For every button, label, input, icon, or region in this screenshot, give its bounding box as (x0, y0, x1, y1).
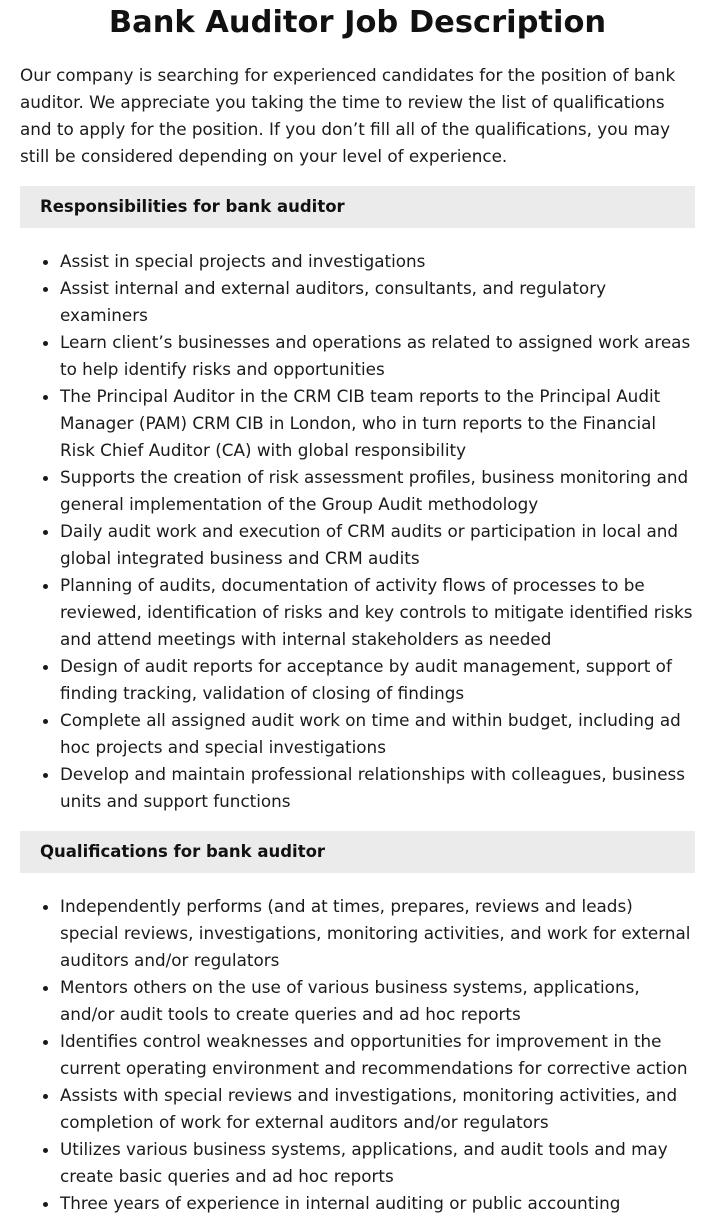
page-title: Bank Auditor Job Description (108, 5, 607, 40)
list-item: • Planning of audits, documentation of activity flows of processes to be reviewed, identification of risks and key controls to mitigate identified risks and attend meetings with internal stakeholders as needed (60, 572, 695, 653)
list-item: • Utilizes various business systems, applications, and audit tools and may create basic queries and ad hoc reports (60, 1136, 695, 1190)
qualifications-heading: Qualifications for bank auditor (20, 831, 695, 873)
list-item: • Three years of experience in internal auditing or public accounting (60, 1190, 695, 1217)
qualifications-list (20, 893, 695, 1217)
list-item: • The Principal Auditor in the CRM CIB team reports to the Principal Audit Manager (PAM) CRM CIB in London, who in turn reports to the Financial Risk Chief Auditor (CA) with global responsibility (60, 383, 695, 464)
list-item: • Learn client’s businesses and operations as related to assigned work areas to help identify risks and opportunities (60, 329, 695, 383)
list-item: • Assist in special projects and investigations (60, 248, 695, 275)
list-item: • Complete all assigned audit work on time and within budget, including ad hoc projects and special investigations (60, 707, 695, 761)
list-item: • Mentors others on the use of various business systems, applications, and/or audit tools to create queries and ad hoc reports (60, 974, 695, 1028)
responsibilities-heading: Responsibilities for bank auditor (20, 186, 695, 228)
list-item: • Daily audit work and execution of CRM audits or participation in local and global integrated business and CRM audits (60, 518, 695, 572)
list-item: • Assist internal and external auditors, consultants, and regulatory examiners (60, 275, 695, 329)
intro-paragraph: Our company is searching for experienced candidates for the position of bank auditor. We appreciate you taking the time to review the list of qualifications and to apply for the position. If you don’t fill all of the qualifications, you may still be considered depending on your level of experience. (20, 65, 676, 166)
list-item: • Design of audit reports for acceptance by audit management, support of finding tracking, validation of closing of findings (60, 653, 695, 707)
list-item: • Independently performs (and at times, prepares, reviews and leads) special reviews, investigations, monitoring activities, and work for external auditors and/or regulators (60, 893, 695, 974)
list-item: • Assists with special reviews and investigations, monitoring activities, and completion of work for external auditors and/or regulators (60, 1082, 695, 1136)
responsibilities-list (20, 248, 695, 815)
list-item: • Identifies control weaknesses and opportunities for improvement in the current operating environment and recommendations for corrective action (60, 1028, 695, 1082)
list-item: • Supports the creation of risk assessment profiles, business monitoring and general implementation of the Group Audit methodology (60, 464, 695, 518)
list-item: • Develop and maintain professional relationships with colleagues, business units and support functions (60, 761, 695, 815)
